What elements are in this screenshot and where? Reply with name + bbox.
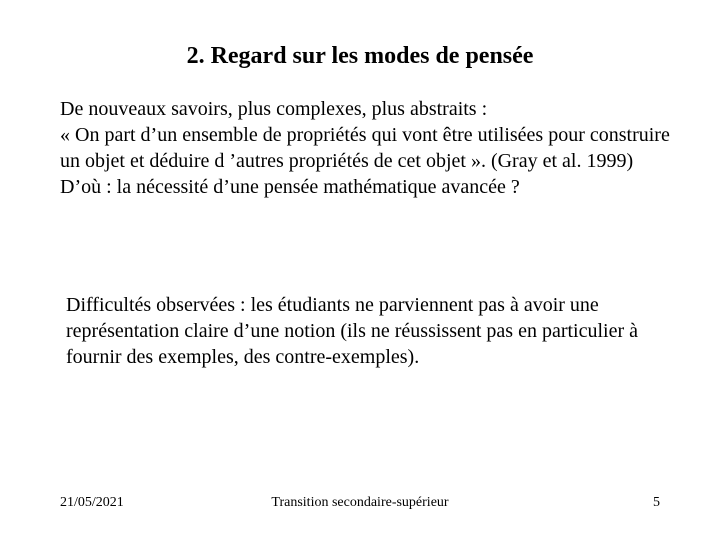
paragraph-difficulties: Difficultés observées : les étudiants ne parviennent pas à avoir une représentation claire d’une notion (ils ne réussissent pas en particulier à fournir des exemples, des contre-exemples). bbox=[66, 294, 639, 368]
footer-date: 21/05/2021 bbox=[60, 495, 124, 510]
footer-title: Transition secondaire-supérieur bbox=[271, 495, 449, 510]
paragraph-conclusion: D’où : la nécessité d’une pensée mathématique avancée ? bbox=[60, 176, 520, 198]
paragraph-new-knowledge: De nouveaux savoirs, plus complexes, plus abstraits : bbox=[60, 98, 488, 120]
paragraph-quote: « On part d’un ensemble de propriétés qui vont être utilisées pour construire un objet et déduire d ’autres propriétés de cet objet ». (Gray et al. 1999) bbox=[60, 124, 670, 172]
slide-title: 2. Regard sur les modes de pensée bbox=[186, 43, 534, 69]
page-number: 5 bbox=[653, 495, 660, 510]
intro-block bbox=[60, 96, 680, 200]
difficulties-block bbox=[60, 292, 680, 370]
